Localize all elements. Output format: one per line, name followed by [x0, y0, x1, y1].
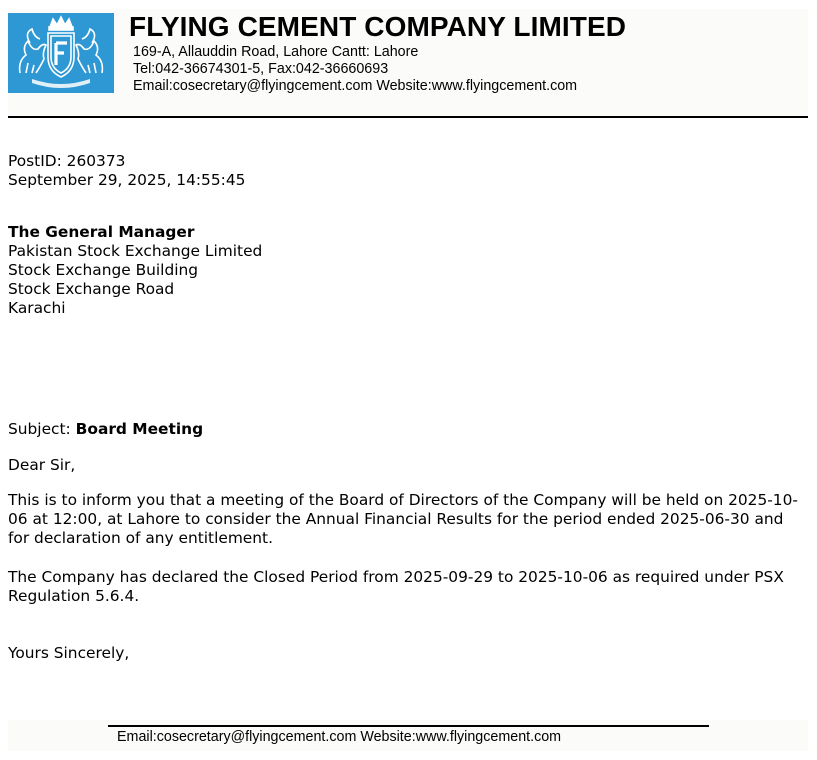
subject-label: Subject:	[8, 420, 71, 438]
subject-value: Board Meeting	[75, 420, 204, 438]
salutation: Dear Sir,	[8, 456, 76, 474]
company-phone-fax: Tel:042-36674301-5, Fax:042-36660693	[133, 61, 389, 77]
post-id: PostID: 260373	[8, 152, 126, 170]
recipient-line: Karachi	[8, 299, 66, 317]
closing: Yours Sincerely,	[8, 644, 130, 662]
letter-paragraph-2: The Company has declared the Closed Period from 2025-09-29 to 2025-10-06 as required under PSX Regulation 5.6.4.	[8, 568, 784, 605]
post-timestamp: September 29, 2025, 14:55:45	[8, 171, 246, 189]
footer-contact: Email:cosecretary@flyingcement.com Website:www.flyingcement.com	[117, 729, 562, 745]
company-address: 169-A, Allauddin Road, Lahore Cantt: Lahore	[133, 44, 419, 60]
letter-paragraph-1: This is to inform you that a meeting of the Board of Directors of the Company will be held on 2025-10-06 at 12:00, at Lahore to consider the Annual Financial Results for the period ended 2025-06-30 and for declaration of any entitlement.	[8, 491, 798, 547]
recipient-line: Stock Exchange Building	[8, 261, 199, 279]
header-divider	[8, 116, 808, 118]
recipient-line: Stock Exchange Road	[8, 280, 175, 298]
winged-horse-logo-icon	[8, 13, 114, 93]
company-logo	[8, 13, 114, 93]
footer-divider	[108, 725, 709, 727]
company-name: FLYING CEMENT COMPANY LIMITED	[129, 11, 627, 42]
subject-line	[8, 420, 203, 439]
recipient-title: The General Manager	[8, 223, 195, 241]
recipient-line: Pakistan Stock Exchange Limited	[8, 242, 263, 260]
company-contact: Email:cosecretary@flyingcement.com Website:www.flyingcement.com	[133, 78, 578, 94]
